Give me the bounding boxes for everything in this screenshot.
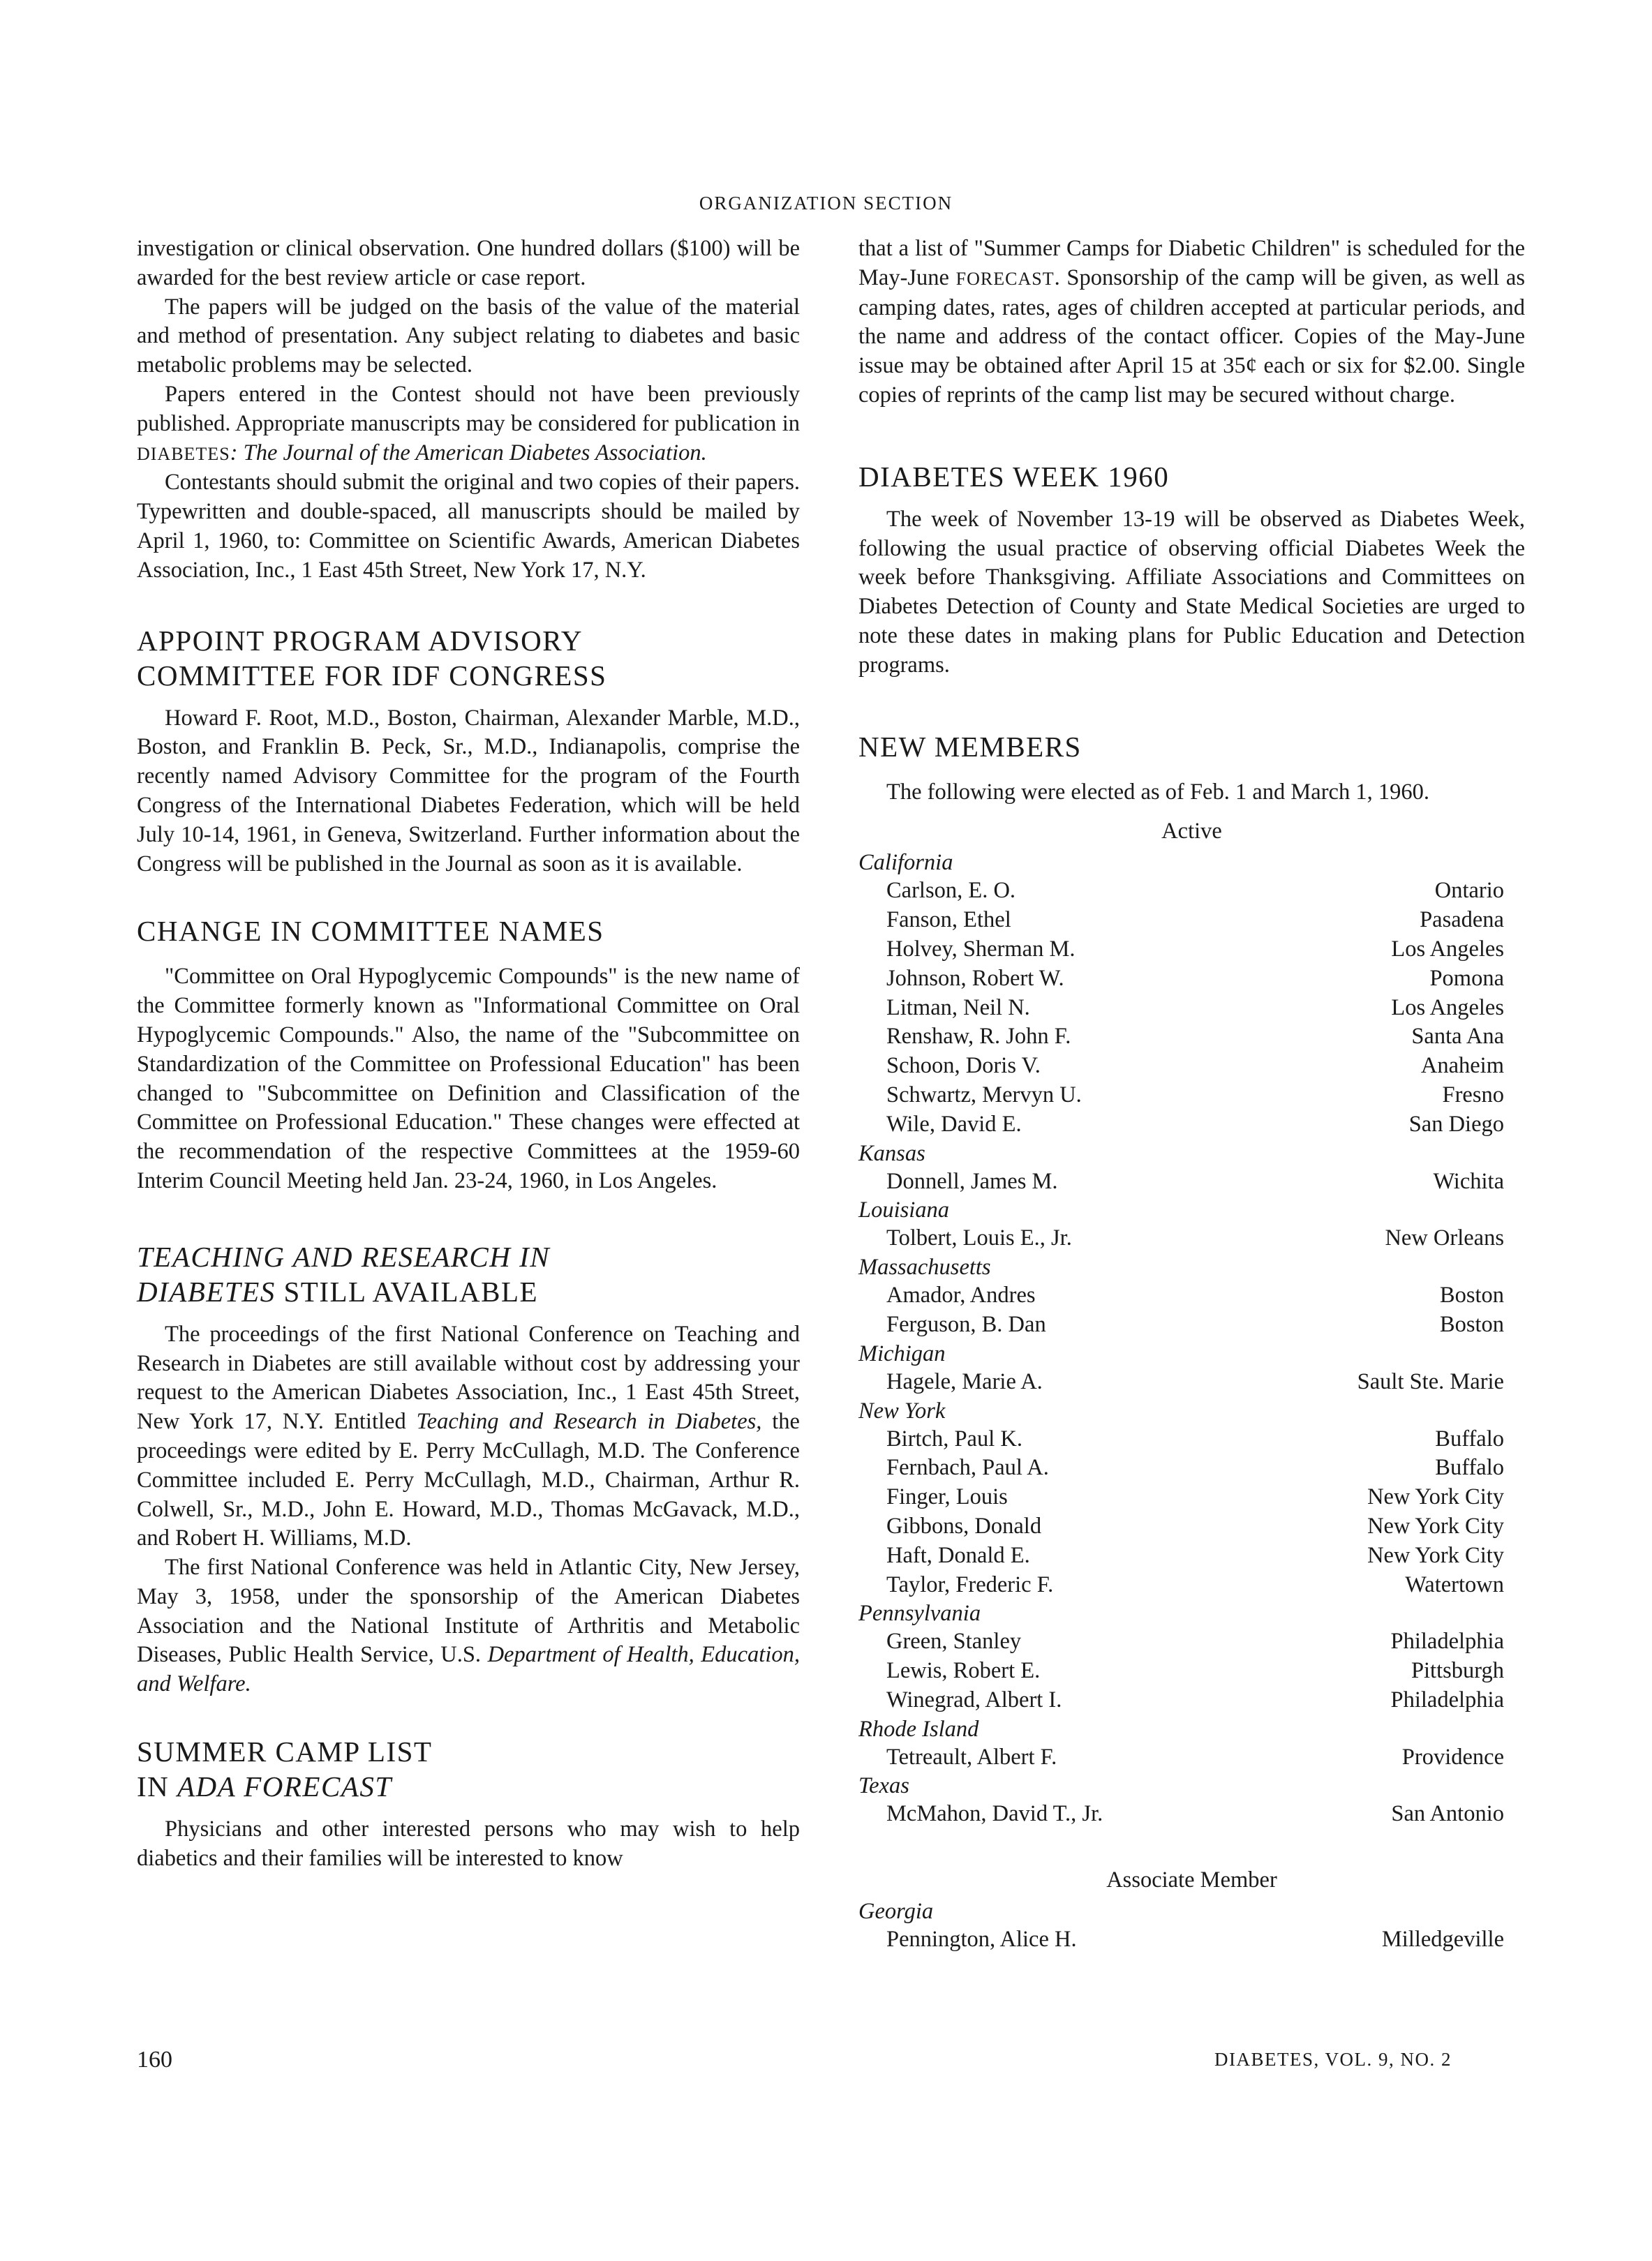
member-name: Schwartz, Mervyn U. <box>886 1082 1082 1107</box>
journal-name: DIABETES <box>137 443 230 464</box>
member-city: Boston <box>1439 1311 1504 1337</box>
member-row <box>858 964 1525 994</box>
member-row <box>858 1800 1525 1829</box>
member-city: Santa Ana <box>1411 1024 1504 1050</box>
text-run: . Sponsorship of the camp will be given, as well as camping dates, rates, ages of children accepted at particular periods, and the name and address of the contact officer. Copies of the May-June issue may be obtained after April 15 at 35¢ each or six for $2.00. Single copies of reprints of the camp list may be secured without charge. <box>858 264 1526 408</box>
heading-line: COMMITTEE FOR IDF CONGRESS <box>137 659 607 692</box>
member-row <box>858 1167 1525 1197</box>
paragraph: The papers will be judged on the basis of the value of the material and method of presentation. Any subject relating to diabetes and basic metabolic problems may be selected. <box>137 294 800 378</box>
member-row <box>858 1281 1525 1311</box>
member-name: Hagele, Marie A. <box>886 1368 1043 1394</box>
member-city: San Antonio <box>1391 1801 1504 1827</box>
member-row <box>858 1627 1525 1657</box>
member-name: Tetreault, Albert F. <box>886 1744 1057 1770</box>
member-city: Buffalo <box>1435 1455 1504 1481</box>
member-name: Haft, Donald E. <box>886 1542 1030 1568</box>
summer-continuation <box>858 234 1525 410</box>
member-name: Green, Stanley <box>886 1629 1022 1655</box>
paragraph: investigation or clinical observation. One hundred dollars ($100) will be awarded for the best review article or case report. <box>137 236 800 290</box>
member-city: Ontario <box>1434 878 1504 904</box>
elected-note: The following were elected as of Feb. 1 and March 1, 1960. <box>886 779 1429 805</box>
state-heading: Texas <box>858 1773 909 1799</box>
member-name: Holvey, Sherman M. <box>886 936 1076 962</box>
book-title: Teaching and Research in Diabetes, <box>416 1409 762 1435</box>
state-heading: Pennsylvania <box>858 1601 981 1627</box>
member-city: New York City <box>1367 1513 1504 1539</box>
member-row <box>858 1110 1525 1140</box>
heading-line: SUMMER CAMP LIST <box>137 1736 433 1768</box>
paragraph <box>137 380 800 468</box>
member-city: Boston <box>1439 1283 1504 1308</box>
member-city: Buffalo <box>1435 1426 1504 1452</box>
member-city: New York City <box>1367 1542 1504 1568</box>
member-city: Wichita <box>1433 1168 1504 1194</box>
heading-italic: DIABETES <box>137 1275 276 1308</box>
member-name: Ferguson, B. Dan <box>886 1311 1046 1337</box>
member-row <box>858 906 1525 935</box>
member-row <box>858 1686 1525 1715</box>
member-row <box>858 935 1525 964</box>
member-name: Fernbach, Paul A. <box>886 1455 1049 1481</box>
paragraph <box>137 1320 800 1553</box>
member-row <box>858 994 1525 1023</box>
member-name: Donnell, James M. <box>886 1168 1058 1194</box>
state-heading: Rhode Island <box>858 1716 979 1742</box>
heading-line: TEACHING AND RESEARCH IN <box>137 1240 551 1273</box>
member-row <box>858 1454 1525 1483</box>
category-heading: Associate Member <box>1106 1867 1277 1893</box>
text-run: The proceedings of the first National Conference on Teaching and Research in Diabetes are still available without cost by addressing your request to the American Diabetes Association, Inc., 1 East 45th Street, New York 17, N.Y. Entitled <box>137 1321 800 1435</box>
member-city: Philadelphia <box>1390 1629 1504 1655</box>
category-heading: Active <box>1161 819 1222 844</box>
paragraph <box>137 1553 800 1699</box>
member-city: Los Angeles <box>1391 994 1504 1020</box>
publication-name: FORECAST <box>955 268 1055 289</box>
member-row <box>858 1542 1525 1571</box>
member-city: Watertown <box>1405 1572 1504 1597</box>
section-heading: DIABETES WEEK 1960 <box>858 460 1170 493</box>
member-row <box>858 1052 1525 1081</box>
section-heading <box>137 1734 800 1804</box>
member-city: Los Angeles <box>1391 936 1504 962</box>
heading-line: APPOINT PROGRAM ADVISORY <box>137 624 583 657</box>
contest-continuation <box>137 234 800 585</box>
member-row <box>858 1483 1525 1512</box>
section-heading <box>137 1239 800 1309</box>
heading-rest: STILL AVAILABLE <box>275 1275 539 1308</box>
member-row <box>858 1425 1525 1454</box>
text-run: Papers entered in the Contest should not have been previously published. Appropriate manuscripts may be considered for publication in <box>137 381 800 436</box>
member-row <box>858 1368 1525 1397</box>
member-row <box>858 1925 1525 1955</box>
text-run: the proceedings were edited by E. Perry McCullagh, M.D. The Conference Committee included E. Perry McCullagh, M.D., Chairman, Arthur R. Colwell, Sr., M.D., John E. Howard, M.D., Thomas McGavack, M.D., and Robert H. Williams, M.D. <box>137 1409 800 1551</box>
running-head: ORGANIZATION SECTION <box>699 193 953 214</box>
section-heading: CHANGE IN COMMITTEE NAMES <box>137 915 604 948</box>
state-heading: Kansas <box>858 1140 925 1166</box>
right-column <box>858 234 1525 1955</box>
member-city: Providence <box>1401 1744 1504 1770</box>
department-name: Department of Health, Education, and Welfare. <box>137 1642 800 1697</box>
member-name: Taylor, Frederic F. <box>886 1572 1054 1597</box>
summer-section <box>137 1734 800 1874</box>
member-city: New Orleans <box>1385 1225 1504 1251</box>
member-row <box>858 1081 1525 1110</box>
member-name: McMahon, David T., Jr. <box>886 1801 1103 1827</box>
member-row <box>858 1311 1525 1340</box>
paragraph: Howard F. Root, M.D., Boston, Chairman, Alexander Marble, M.D., Boston, and Franklin B. Peck, Sr., M.D., Indianapolis, comprise the recently named Advisory Committee for the program of the Fourth Congress of the International Diabetes Federation, which will be held July 10-14, 1961, in Geneva, Switzerland. Further information about the Congress will be published in the Journal as soon as it is available. <box>137 705 800 876</box>
member-city: Anaheim <box>1420 1053 1504 1079</box>
member-name: Schoon, Doris V. <box>886 1053 1041 1079</box>
state-heading: Massachusetts <box>858 1255 991 1281</box>
member-city: Sault Ste. Marie <box>1357 1368 1504 1394</box>
member-name: Renshaw, R. John F. <box>886 1024 1071 1050</box>
left-column <box>137 234 800 1874</box>
associate-member-list <box>858 1897 1525 1955</box>
state-heading: Michigan <box>858 1341 946 1366</box>
member-name: Birtch, Paul K. <box>886 1426 1022 1452</box>
member-name: Gibbons, Donald <box>886 1513 1042 1539</box>
member-name: Lewis, Robert E. <box>886 1658 1041 1684</box>
heading-prefix: IN <box>137 1770 178 1803</box>
member-name: Litman, Neil N. <box>886 994 1030 1020</box>
member-name: Amador, Andres <box>886 1283 1036 1308</box>
member-name: Wile, David E. <box>886 1111 1022 1137</box>
change-section <box>137 913 800 1195</box>
paragraph: Contestants should submit the original and two copies of their papers. Typewritten and double-spaced, all manuscripts should be mailed by April 1, 1960, to: Committee on Scientific Awards, American Diabetes Association, Inc., 1 East 45th Street, New York 17, N.Y. <box>137 470 800 583</box>
member-row <box>858 1224 1525 1253</box>
state-heading: New York <box>858 1398 946 1424</box>
member-row <box>858 1571 1525 1600</box>
member-city: Pasadena <box>1420 907 1504 933</box>
diabetes-week-section <box>858 459 1525 680</box>
state-heading: Louisiana <box>858 1197 950 1223</box>
member-city: Philadelphia <box>1390 1687 1504 1712</box>
active-member-list <box>858 849 1525 1829</box>
member-row <box>858 1512 1525 1542</box>
member-name: Tolbert, Louis E., Jr. <box>886 1225 1072 1251</box>
member-row <box>858 1022 1525 1052</box>
state-heading: California <box>858 850 953 876</box>
text-run: that a list of "Summer Camps for Diabetic Children" is scheduled for the May-June <box>858 236 1525 290</box>
new-members-section <box>858 729 1525 1955</box>
member-row <box>858 1743 1525 1773</box>
appoint-section <box>137 623 800 879</box>
member-row <box>858 876 1525 906</box>
journal-subtitle: : The Journal of the American Diabetes Association. <box>230 440 707 465</box>
member-city: New York City <box>1367 1484 1504 1510</box>
member-name: Pennington, Alice H. <box>886 1927 1077 1953</box>
paragraph <box>858 234 1525 410</box>
teaching-section <box>137 1239 800 1699</box>
member-row <box>858 1657 1525 1686</box>
member-name: Carlson, E. O. <box>886 878 1016 904</box>
heading-italic: ADA FORECAST <box>177 1770 392 1803</box>
member-city: Pittsburgh <box>1411 1658 1504 1684</box>
paragraph: The week of November 13-19 will be observed as Diabetes Week, following the usual practice of observing official Diabetes Week the week before Thanksgiving. Affiliate Associations and Committees on Diabetes Detection of County and State Medical Societies are urged to note these dates in making plans for Public Education and Detection programs. <box>858 506 1525 678</box>
member-city: Pomona <box>1429 965 1504 991</box>
paragraph: "Committee on Oral Hypoglycemic Compounds" is the new name of the Committee formerly known as "Informational Committee on Oral Hypoglycemic Compounds." Also, the name of the "Subcommittee on Standardization of the Committee on Professional Education" has been changed to "Subcommittee on Definition and Classification of the Committee on Professional Education." These changes were effected at the recommendation of the respective Committees at the 1959-60 Interim Council Meeting held Jan. 23-24, 1960, in Los Angeles. <box>137 964 800 1193</box>
section-heading: NEW MEMBERS <box>858 730 1082 763</box>
section-heading <box>137 623 800 693</box>
state-heading: Georgia <box>858 1899 934 1925</box>
journal-footer: DIABETES, VOL. 9, NO. 2 <box>1214 2049 1452 2070</box>
page-number: 160 <box>137 2047 172 2073</box>
member-name: Winegrad, Albert I. <box>886 1687 1062 1712</box>
member-name: Johnson, Robert W. <box>886 965 1064 991</box>
member-name: Fanson, Ethel <box>886 907 1011 933</box>
member-city: San Diego <box>1408 1111 1504 1137</box>
paragraph: Physicians and other interested persons who may wish to help diabetics and their families will be interested to know <box>137 1816 800 1871</box>
text-run: The first National Conference was held in Atlantic City, New Jersey, May 3, 1958, under the sponsorship of the American Diabetes Association and the National Institute of Arthritis and Metabolic Diseases, Public Health Service, U.S. <box>137 1555 800 1668</box>
member-name: Finger, Louis <box>886 1484 1008 1510</box>
member-city: Fresno <box>1442 1082 1504 1107</box>
member-city: Milledgeville <box>1381 1927 1504 1953</box>
